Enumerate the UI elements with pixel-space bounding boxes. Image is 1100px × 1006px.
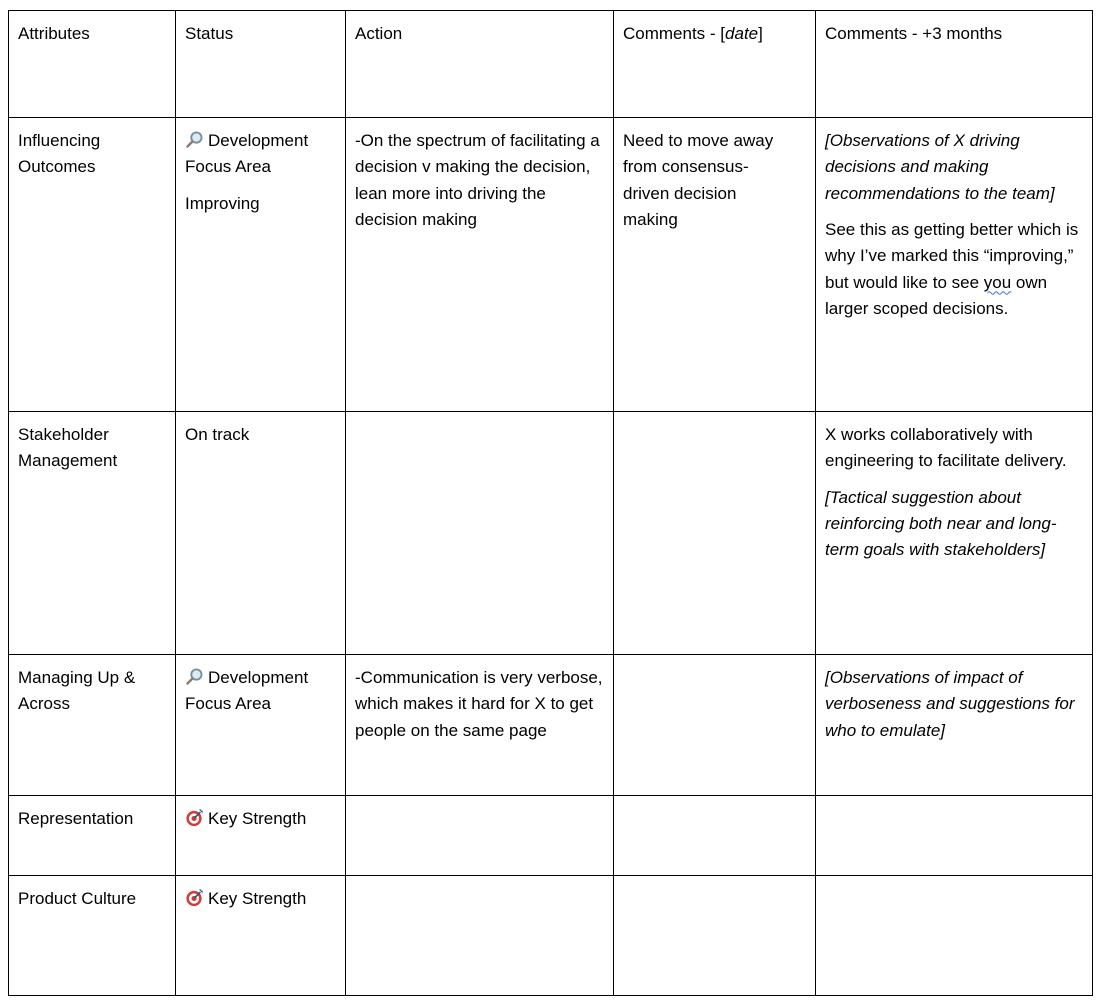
review-table — [8, 10, 1093, 996]
col-header-status[interactable] — [176, 11, 346, 118]
status-sub: Improving — [185, 193, 260, 213]
action-text: -On the spectrum of facilitating a decision v making the decision, lean more into driving the decision making — [355, 131, 600, 230]
table-row — [9, 412, 1093, 655]
header-row — [9, 11, 1093, 118]
comments-3mo-cell[interactable] — [816, 655, 1093, 796]
comments-date-cell[interactable] — [614, 118, 816, 412]
attribute-cell[interactable] — [9, 796, 176, 876]
table-row — [9, 876, 1093, 996]
magnifier-icon — [185, 130, 204, 149]
attribute-label: Product Culture — [18, 889, 137, 908]
comments-date-cell[interactable] — [614, 876, 816, 996]
spellcheck-word[interactable]: you — [983, 272, 1012, 292]
table-row — [9, 655, 1093, 796]
attribute-cell[interactable] — [9, 412, 176, 655]
action-cell[interactable] — [346, 796, 614, 876]
attribute-label: Representation — [18, 809, 134, 828]
action-cell[interactable] — [346, 118, 614, 412]
attribute-cell[interactable] — [9, 118, 176, 412]
header-label: Comments - [date] — [623, 24, 763, 43]
table-row — [9, 796, 1093, 876]
comments-3mo-text: X works collaboratively with engineering to facilitate delivery. — [825, 425, 1067, 471]
magnifier-icon — [185, 667, 204, 686]
dart-icon — [185, 888, 204, 907]
col-header-comments-3mo[interactable] — [816, 11, 1093, 118]
header-label: Attributes — [18, 24, 90, 43]
status-cell[interactable] — [176, 876, 346, 996]
comments-3mo-cell[interactable] — [816, 412, 1093, 655]
status-cell[interactable] — [176, 118, 346, 412]
dart-icon — [185, 808, 204, 827]
action-cell[interactable] — [346, 876, 614, 996]
comments-date-cell[interactable] — [614, 412, 816, 655]
header-label: Comments - +3 months — [825, 24, 1003, 43]
action-text: -Communication is very verbose, which makes it hard for X to get people on the same page — [355, 668, 603, 740]
comments-date-cell[interactable] — [614, 796, 816, 876]
attribute-label: Influencing Outcomes — [18, 131, 101, 177]
attribute-label: Stakeholder Management — [18, 425, 118, 471]
status-line: Key Strength — [185, 806, 337, 832]
status-line: Key Strength — [185, 886, 337, 912]
comments-3mo-placeholder: [Tactical suggestion about reinforcing both near and long-term goals with stakeholders] — [825, 487, 1057, 560]
comments-3mo-placeholder: [Observations of X driving decisions and making recommendations to the team] — [825, 131, 1055, 203]
action-cell[interactable] — [346, 655, 614, 796]
attribute-label: Managing Up & Across — [18, 668, 136, 714]
comments-3mo-cell[interactable] — [816, 876, 1093, 996]
action-cell[interactable] — [346, 412, 614, 655]
attribute-cell[interactable] — [9, 655, 176, 796]
comments-3mo-cell[interactable] — [816, 796, 1093, 876]
status-cell[interactable] — [176, 655, 346, 796]
col-header-action[interactable] — [346, 11, 614, 118]
table-row — [9, 118, 1093, 412]
col-header-attributes[interactable] — [9, 11, 176, 118]
status-line: On track — [185, 425, 250, 444]
attribute-cell[interactable] — [9, 876, 176, 996]
comments-3mo-text: See this as getting better which is why I’ve marked this “improving,” but would like to see you own larger scoped decisions. — [825, 220, 1079, 319]
col-header-comments-date[interactable] — [614, 11, 816, 118]
header-label: Status — [185, 24, 234, 43]
status-line: Development Focus Area — [185, 668, 309, 714]
status-cell[interactable] — [176, 796, 346, 876]
comments-date-text: Need to move away from consensus-driven decision making — [623, 131, 774, 230]
comments-3mo-placeholder: [Observations of impact of verboseness and suggestions for who to emulate] — [825, 668, 1075, 740]
comments-date-cell[interactable] — [614, 655, 816, 796]
comments-3mo-cell[interactable] — [816, 118, 1093, 412]
status-cell[interactable] — [176, 412, 346, 655]
header-label: Action — [355, 24, 403, 43]
status-line: Development Focus Area — [185, 131, 309, 177]
